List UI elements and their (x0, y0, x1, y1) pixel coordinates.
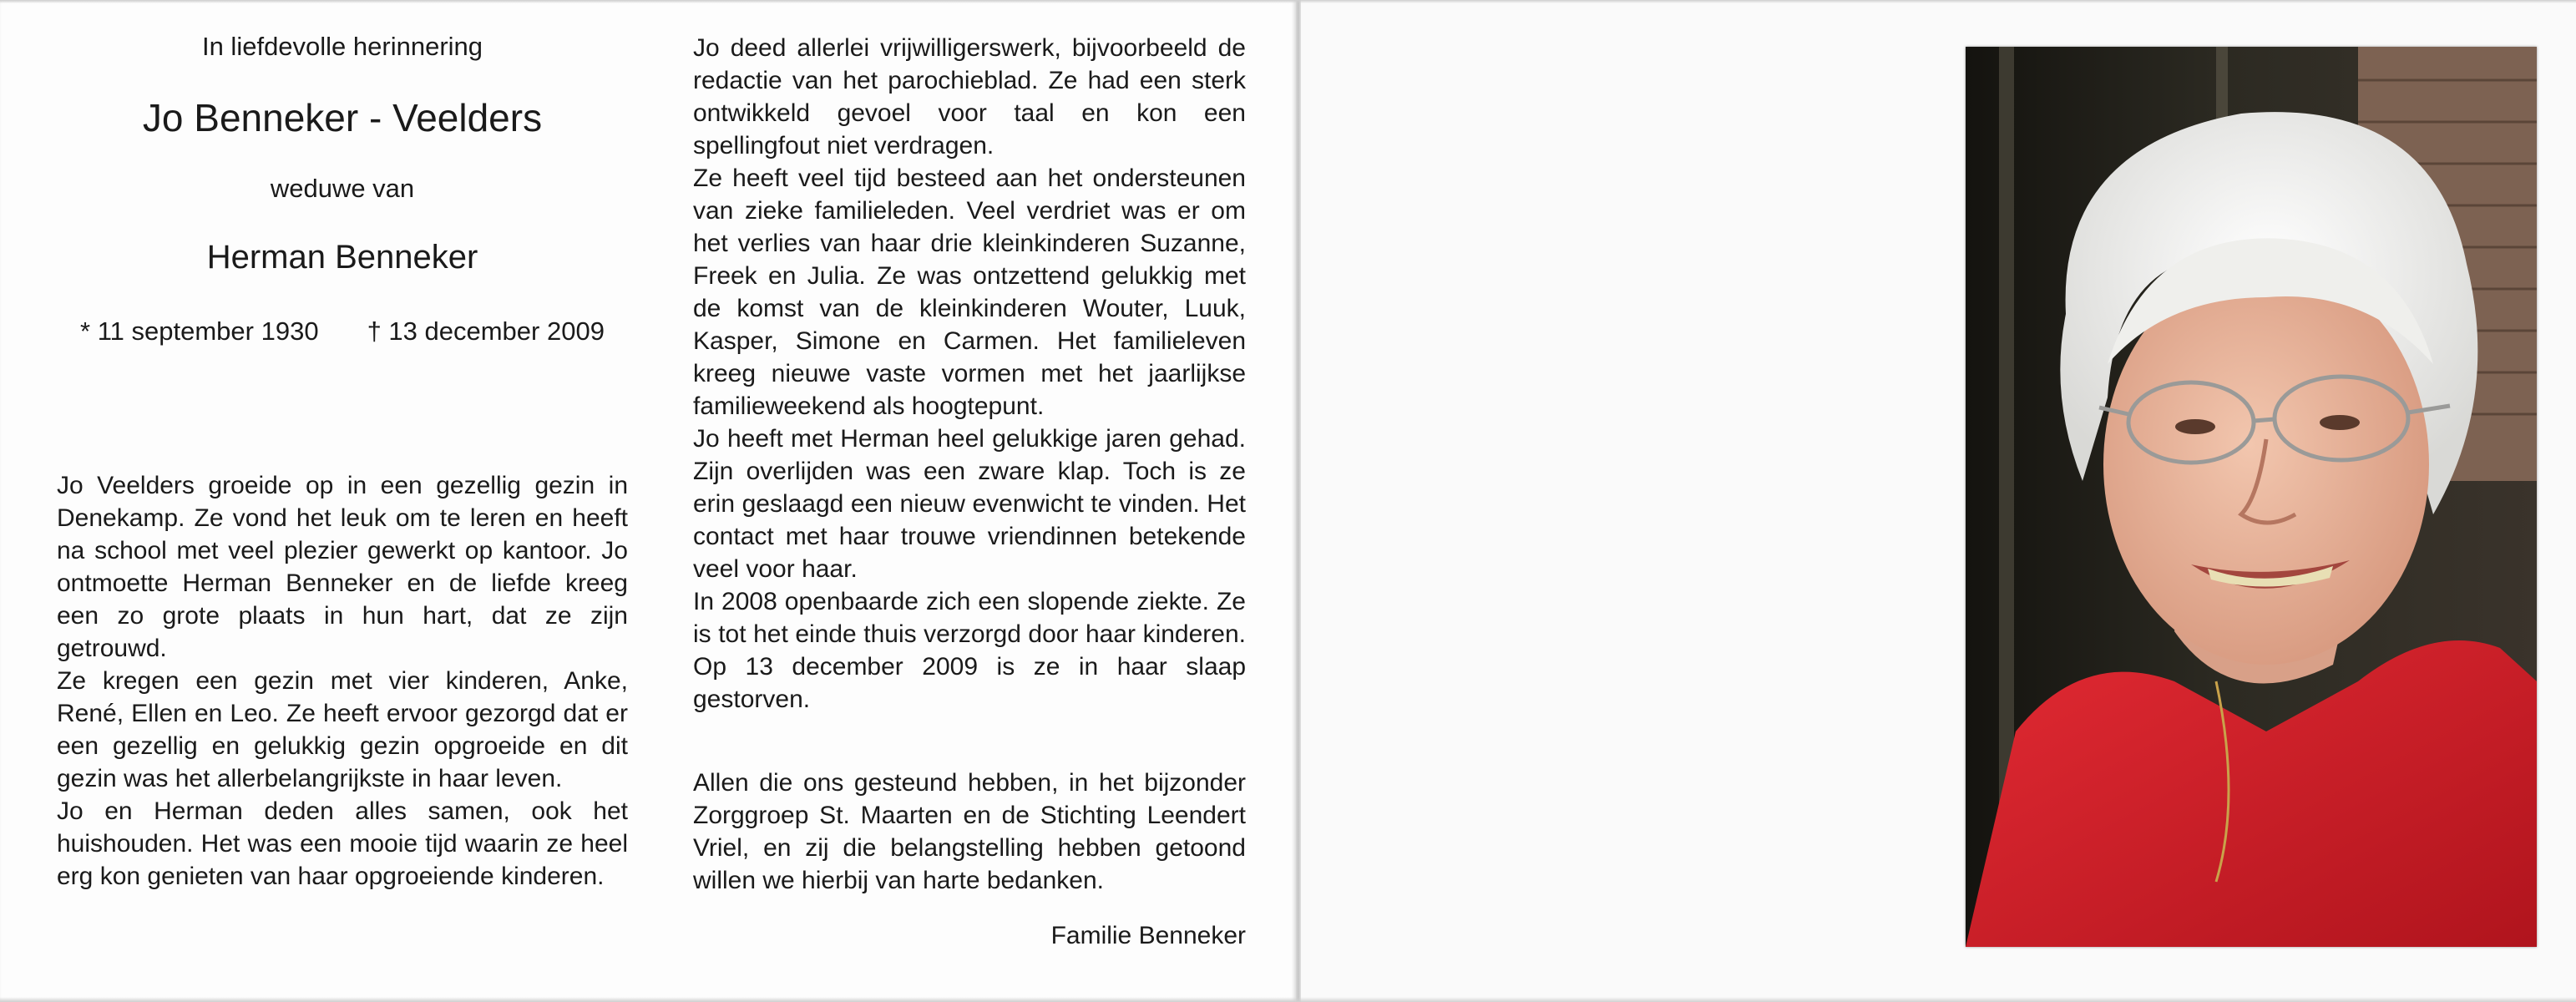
story-paragraph: Jo deed allerlei vrijwilligerswerk, bijvoorbeeld de redactie van het parochieblad. Ze had een sterk ontwikkeld gevoel voor taal en kon een spellingfout niet verdragen. (693, 34, 1246, 159)
birth-date: * 11 september 1930 (80, 316, 319, 346)
thanks-paragraph: Allen die ons gesteund hebben, in het bijzonder Zorggroep St. Maarten en de Stichting Leendert Vriel, en zij die belangstelling hebben getoond willen we hierbij van harte bedanken. (693, 769, 1246, 894)
deceased-name: Jo Benneker - Veelders (142, 96, 543, 139)
life-dates (57, 316, 628, 347)
biography-paragraph: Jo en Herman deden alles samen, ook het huishouden. Het was een mooie tijd waarin ze heel erg kon genieten van haar opgroeiende kinderen. (57, 797, 628, 890)
death-date: † 13 december 2009 (367, 316, 605, 346)
eye-right (2320, 415, 2360, 430)
story-paragraph: In 2008 openbaarde zich een slopende ziekte. Ze is tot het einde thuis verzorgd door haar kinderen. Op 13 december 2009 is ze in haar slaap gestorven. (693, 588, 1246, 713)
biography-paragraph: Ze kregen een gezin met vier kinderen, Anke, René, Ellen en Leo. Ze heeft ervoor gezorgd dat er een gezellig en gelukkig gezin opgroeide en dit gezin was het allerbelangrijkste in haar leven. (57, 667, 628, 792)
biography (57, 469, 628, 893)
right-text-column (693, 32, 1246, 716)
portrait-illustration (1966, 47, 2537, 947)
left-column (57, 32, 628, 890)
family-signature: Familie Benneker (1050, 922, 1246, 949)
remembrance-line: In liefdevolle herinnering (201, 32, 483, 61)
story-paragraph: Ze heeft veel tijd besteed aan het ondersteunen van zieke familieleden. Veel verdriet was er om het verlies van haar drie kleinkinderen Suzanne, Freek en Julia. Ze was ontzettend gelukkig met de komst van de kleinkinderen Wouter, Luuk, Kasper, Simone en Carmen. Het familieleven kreeg nieuwe vaste vormen met het jaarlijkse familieweekend als hoogtepunt. (693, 164, 1246, 420)
scan-edge-bottom (0, 997, 2576, 1002)
husband-name: Herman Benneker (206, 239, 478, 276)
biography-paragraph: Jo Veelders groeide op in een gezellig gezin in Denekamp. Ze vond het leuk om te leren en heeft na school met veel plezier gewerkt op kantoor. Jo ontmoette Herman Benneker en de liefde kreeg een zo grote plaats in hun hart, dat ze zijn getrouwd. (57, 472, 628, 662)
story-paragraph: Jo heeft met Herman heel gelukkige jaren gehad. Zijn overlijden was een zware klap. Toch is ze erin geslaagd een nieuw evenwicht te vinden. Het contact met haar trouwe vriendinnen betekende veel voor haar. (693, 425, 1246, 583)
widow-of-line: weduwe van (270, 174, 415, 203)
scan-edge-top (0, 0, 2576, 3)
eye-left (2175, 419, 2215, 434)
portrait-photo (1966, 47, 2537, 947)
